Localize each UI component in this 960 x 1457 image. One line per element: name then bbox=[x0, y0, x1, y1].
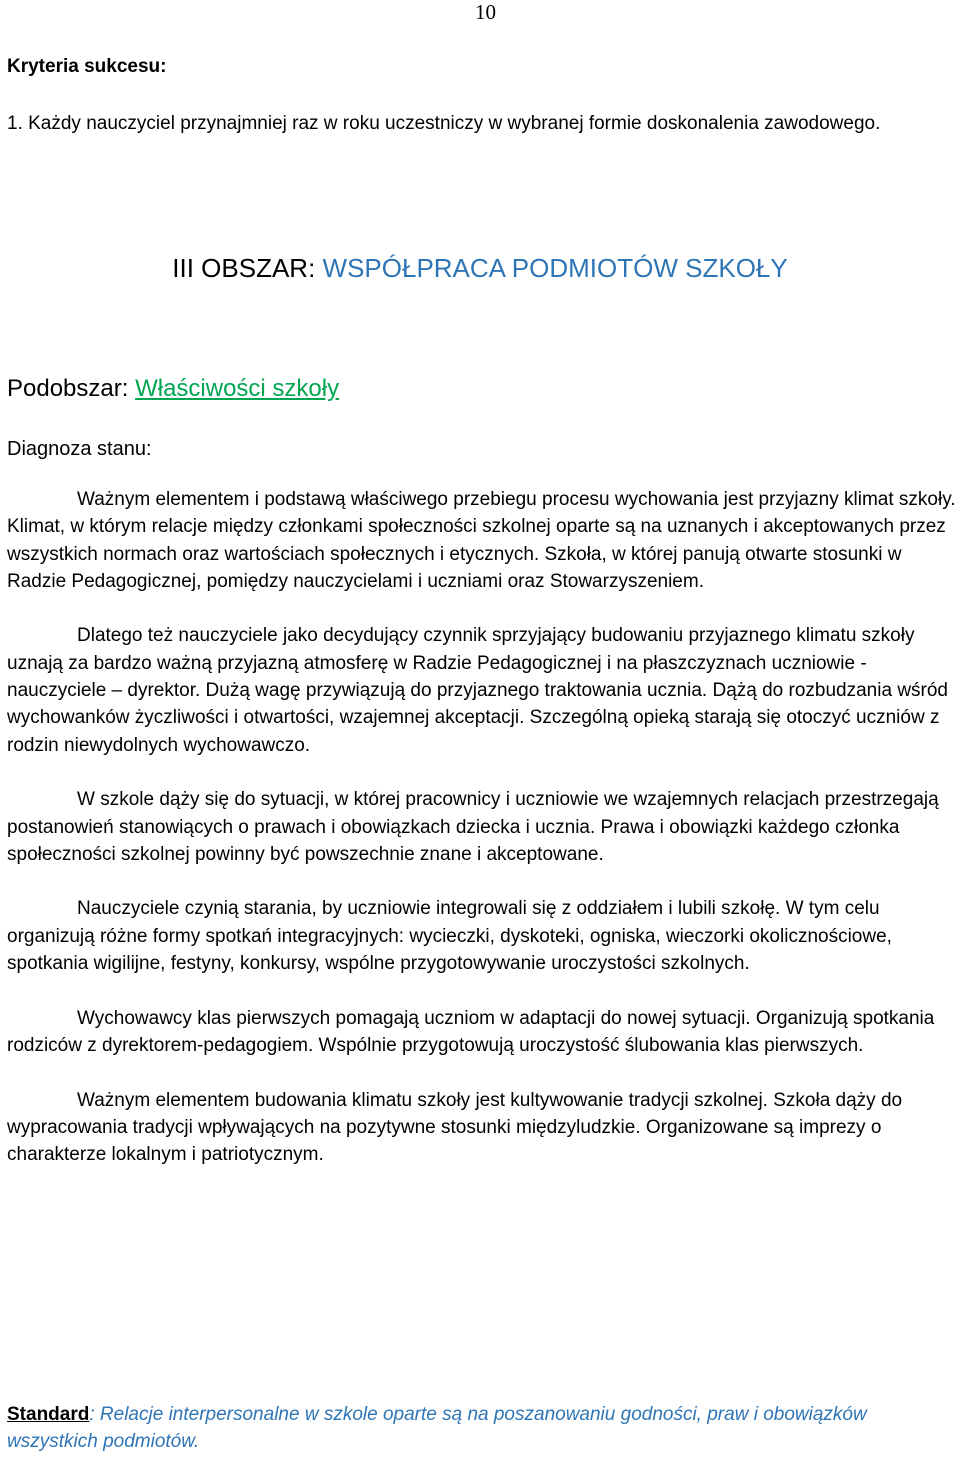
area-title bbox=[0, 252, 960, 284]
standard-text: Relacje interpersonalne w szkole oparte są na poszanowaniu godności, praw i obowiązków wszystkich podmiotów. bbox=[7, 1404, 867, 1452]
diagnosis-body bbox=[7, 486, 960, 1168]
area-name: WSPÓŁPRACA PODMIOTÓW SZKOŁY bbox=[322, 253, 788, 283]
page-number: 10 bbox=[475, 0, 496, 24]
subarea-label: Podobszar: bbox=[7, 375, 129, 402]
standard bbox=[7, 1401, 960, 1455]
criteria-heading: Kryteria sukcesu: bbox=[7, 56, 167, 77]
paragraph: Dlatego też nauczyciele jako decydujący czynnik sprzyjający budowaniu przyjaznego klimatu szkoły uznają za bardzo ważną przyjazną atmosferę w Radzie Pedagogicznej i na płaszczyznach uczniowie - nauczyciele – dyrektor. Dużą wagę przywiązują do przyjaznego traktowania ucznia. Dążą do rozbudzania wśród wychowanków życzliwości i otwartości, wzajemnej akceptacji. Szczególną opieką starają się otoczyć uczniów z rodzin niewydolnych wychowawczo. bbox=[7, 625, 949, 756]
paragraph: Ważnym elementem i podstawą właściwego przebiegu procesu wychowania jest przyjazny klimat szkoły. Klimat, w którym relacje między członkami społeczności szkolnej oparte są na uznanych i akceptowanych przez wszystkich normach oraz wartościach społecznych i etycznych. Szkoła, w której panują otwarte stosunki w Radzie Pedagogicznej, pomiędzy nauczycielami i uczniami oraz Stowarzyszeniem. bbox=[7, 489, 956, 592]
paragraph: Nauczyciele czynią starania, by uczniowie integrowali się z oddziałem i lubili szkołę. W tym celu organizują różne formy spotkań integracyjnych: wycieczki, dyskoteki, ogniska, wieczorki okolicznościowe, spotkania wigilijne, festyny, konkursy, wspólne przygotowywanie uroczystości szkolnych. bbox=[7, 898, 892, 975]
paragraph: Ważnym elementem budowania klimatu szkoły jest kultywowanie tradycji szkolnej. Szkoła dąży do wypracowania tradycji wpływających na pozytywne stosunki międzyludzkie. Organizowane są imprezy o charakterze lokalnym i patriotycznym. bbox=[7, 1089, 903, 1166]
diagnosis-heading: Diagnoza stanu: bbox=[7, 438, 152, 460]
area-prefix: III OBSZAR: bbox=[172, 253, 316, 283]
criteria-item: 1. Każdy nauczyciel przynajmniej raz w roku uczestniczy w wybranej formie doskonalenia zawodowego. bbox=[7, 113, 881, 134]
standard-label: Standard bbox=[7, 1404, 90, 1425]
subarea-link[interactable]: Właściwości szkoły bbox=[135, 375, 340, 402]
standard-separator: : bbox=[89, 1404, 95, 1425]
paragraph: W szkole dąży się do sytuacji, w której pracownicy i uczniowie we wzajemnych relacjach przestrzegają postanowień stanowiących o prawach i obowiązkach dziecka i ucznia. Prawa i obowiązki każdego członka społeczności szkolnej powinny być powszechnie znane i akceptowane. bbox=[7, 789, 939, 865]
paragraph: Wychowawcy klas pierwszych pomagają uczniom w adaptacji do nowej sytuacji. Organizują spotkania rodziców z dyrektorem-pedagogiem. Wspólnie przygotowują uroczystość ślubowania klas pierwszych. bbox=[7, 1007, 935, 1056]
subarea-heading bbox=[7, 374, 339, 404]
